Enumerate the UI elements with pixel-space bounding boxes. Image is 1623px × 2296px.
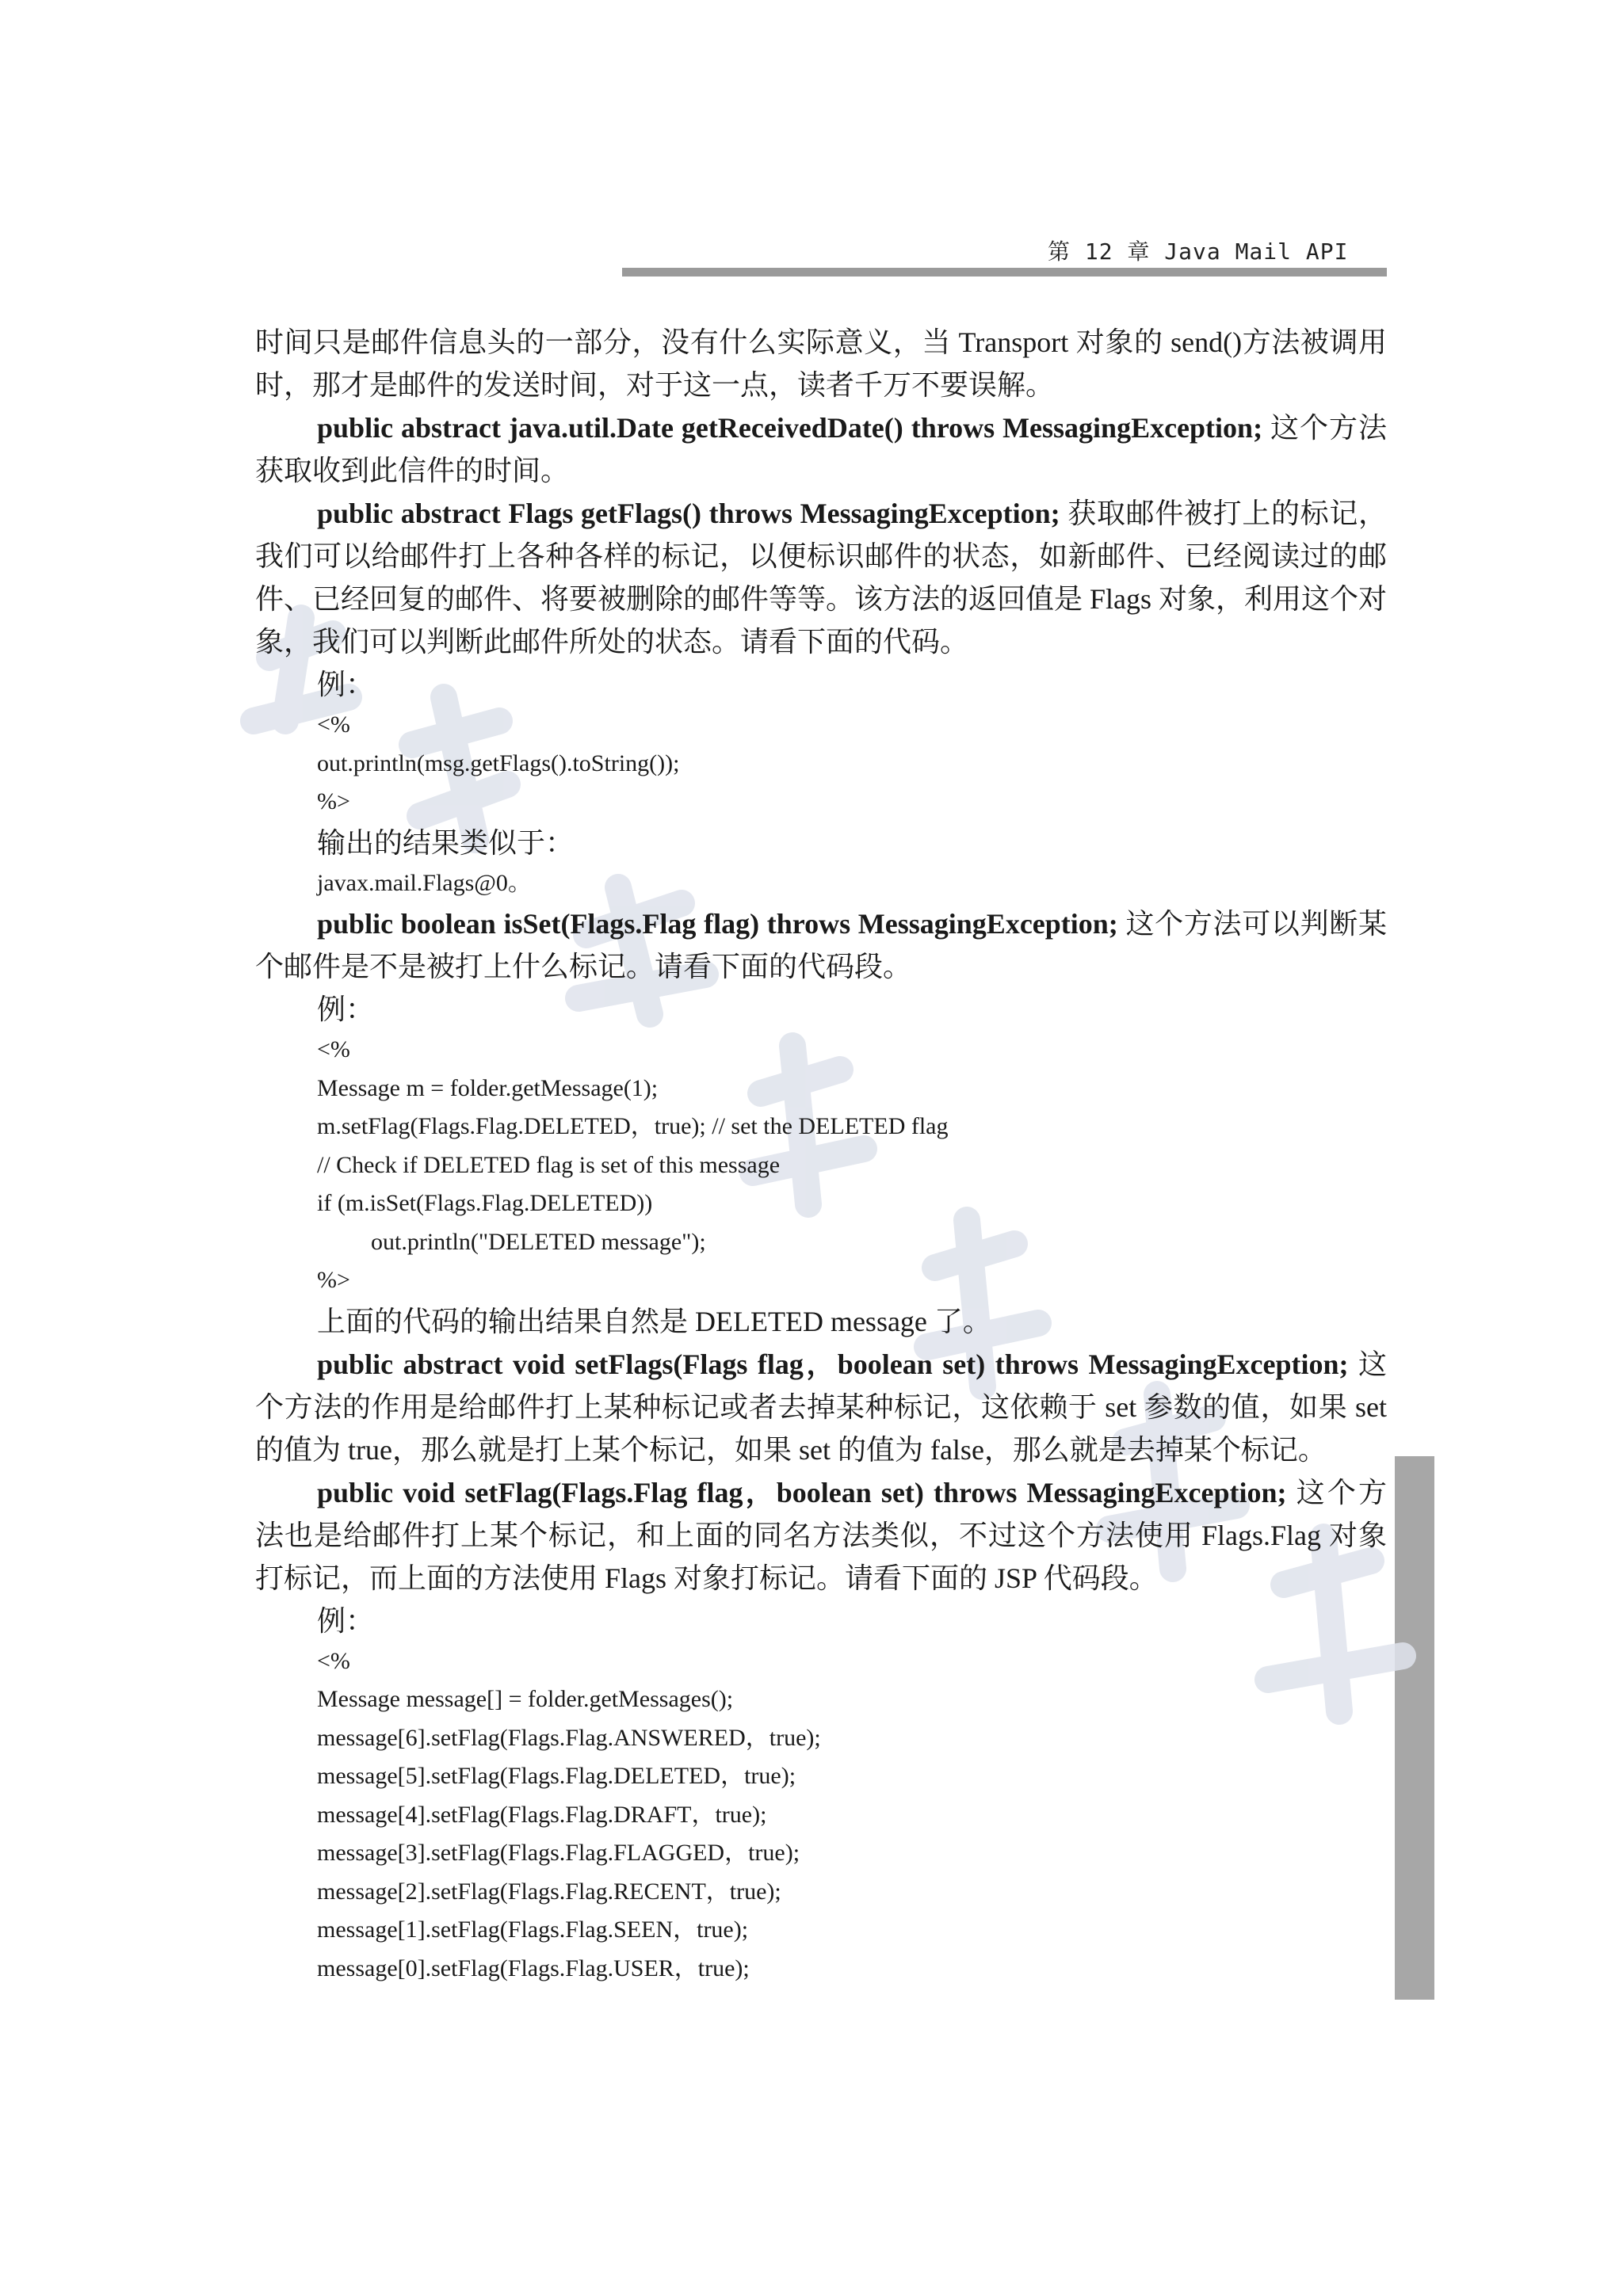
code-line: // Check if DELETED flag is set of this message [317,1151,781,1178]
code-line: message[5].setFlag(Flags.Flag.DELETED，true); [317,1763,796,1789]
method-description: 这个方法可以判断某个邮件是不是被打上什么标记。请看下面的代码段。 [255,908,1387,982]
code-line: m.setFlag(Flags.Flag.DELETED，true); // set the DELETED flag [317,1113,949,1139]
code-line: message[1].setFlag(Flags.Flag.SEEN，true); [317,1917,749,1943]
code-line: <% [317,1647,350,1674]
result-text: 上面的代码的输出结果自然是 DELETED message 了。 [317,1305,991,1337]
code-line: message[0].setFlag(Flags.Flag.USER，true); [317,1955,750,1981]
paragraph-intro: 时间只是邮件信息头的一部分，没有什么实际意义，当 Transport 对象的 send()方法被调用时，那才是邮件的发送时间，对于这一点，读者千万不要误解。 [255,326,1387,401]
method-description: 这个方法的作用是给邮件打上某种标记或者去掉某种标记，这依赖于 set 参数的值，如果 set 的值为 true，那么就是打上某个标记，如果 set 的值为 false，那么就是去掉某个标记。 [255,1348,1387,1466]
method-signature: public abstract java.util.Date getReceivedDate() throws MessagingException; [317,412,1263,444]
code-line: <% [317,1036,350,1062]
running-header: 第 12 章 Java Mail API [1048,238,1349,265]
chapter-side-tab [1395,1456,1434,2000]
code-line: <% [317,711,350,738]
method-signature: public abstract void setFlags(Flags flag，boolean set) throws MessagingException; [317,1348,1349,1380]
code-line: if (m.isSet(Flags.Flag.DELETED)) [317,1190,653,1216]
code-line: Message message[] = folder.getMessages(); [317,1686,734,1712]
code-line: message[4].setFlag(Flags.Flag.DRAFT，true); [317,1801,767,1828]
code-line: %> [317,1267,350,1293]
code-line-indented: out.println("DELETED message"); [371,1228,706,1255]
code-line: message[6].setFlag(Flags.Flag.ANSWERED，true); [317,1724,821,1751]
paragraph-get-received-date [255,406,1387,492]
example-label: 例： [317,994,375,1025]
header-rule [622,268,1387,277]
example-label: 例： [317,1604,375,1637]
result-label: 输出的结果类似于： [317,826,575,859]
paragraph-set-flags [255,1343,1387,1471]
code-line: javax.mail.Flags@0。 [317,869,532,896]
method-signature: public void setFlag(Flags.Flag flag，boolean set) throws MessagingException; [317,1476,1287,1508]
paragraph-is-set [255,902,1387,988]
code-line: Message m = folder.getMessage(1); [317,1074,659,1101]
code-line: message[3].setFlag(Flags.Flag.FLAGGED，true); [317,1840,800,1866]
method-signature: public abstract Flags getFlags() throws MessagingException; [317,498,1060,529]
paragraph-set-flag [255,1471,1387,1600]
example-label: 例： [317,669,375,700]
method-description: 这个方法获取收到此信件的时间。 [255,412,1387,486]
paragraph-get-flags [255,492,1387,663]
method-description: 这个方法也是给邮件打上某个标记，和上面的同名方法类似，不过这个方法使用 Flags.Flag 对象打标记，而上面的方法使用 Flags 对象打标记。请看下面的 JSP 代码段。 [255,1476,1387,1594]
code-line: %> [317,788,350,814]
code-line: message[2].setFlag(Flags.Flag.RECENT，true); [317,1878,781,1905]
code-line: out.println(msg.getFlags().toString()); [317,749,680,776]
method-signature: public boolean isSet(Flags.Flag flag) throws MessagingException; [317,908,1118,940]
page-body [255,321,1387,1988]
method-description: 获取邮件被打上的标记，我们可以给邮件打上各种各样的标记，以便标识邮件的状态，如新邮件、已经阅读过的邮件、已经回复的邮件、将要被删除的邮件等等。该方法的返回值是 Flags 对象，利用这个对象，我们可以判断此邮件所处的状态。请看下面的代码。 [255,498,1388,658]
